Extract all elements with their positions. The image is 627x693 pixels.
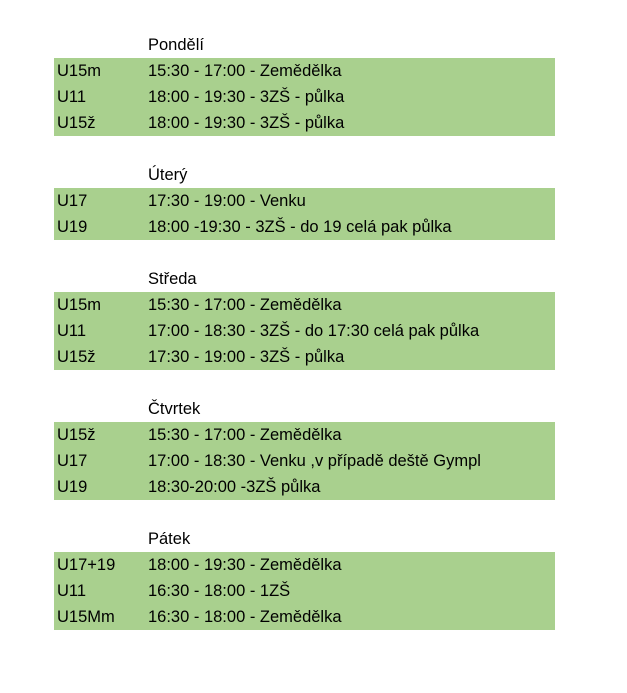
session-cell: 17:30 - 19:00 - Venku <box>148 192 306 210</box>
session-cell: 15:30 - 17:00 - Zemědělka <box>148 62 342 80</box>
table-row <box>54 214 555 240</box>
session-cell: 18:00 - 19:30 - Zemědělka <box>148 556 342 574</box>
table-row <box>54 84 555 110</box>
day-title: Pondělí <box>148 36 204 54</box>
table-row <box>54 58 555 84</box>
day-section-ctvrtek <box>54 396 555 500</box>
team-cell: U15ž <box>57 114 96 132</box>
session-cell: 15:30 - 17:00 - Zemědělka <box>148 296 342 314</box>
table-row <box>54 292 555 318</box>
table-row <box>54 604 555 630</box>
team-cell: U11 <box>57 582 87 600</box>
table-row <box>54 578 555 604</box>
day-section-streda <box>54 266 555 370</box>
team-cell: U15ž <box>57 426 96 444</box>
day-title: Úterý <box>148 166 188 184</box>
session-cell: 18:00 - 19:30 - 3ZŠ - půlka <box>148 88 345 106</box>
team-cell: U15m <box>57 296 102 314</box>
team-cell: U15Mm <box>57 608 115 626</box>
session-cell: 17:00 - 18:30 - 3ZŠ - do 17:30 celá pak půlka <box>148 322 480 340</box>
day-title: Pátek <box>148 530 191 548</box>
day-rows <box>54 188 555 240</box>
day-section-patek <box>54 526 555 630</box>
team-cell: U11 <box>57 88 87 106</box>
day-rows <box>54 422 555 500</box>
team-cell: U19 <box>57 218 88 236</box>
table-row <box>54 552 555 578</box>
session-cell: 16:30 - 18:00 - Zemědělka <box>148 608 342 626</box>
session-cell: 15:30 - 17:00 - Zemědělka <box>148 426 342 444</box>
team-cell: U19 <box>57 478 88 496</box>
table-row <box>54 422 555 448</box>
table-row <box>54 110 555 136</box>
table-row <box>54 448 555 474</box>
day-title: Středa <box>148 270 197 288</box>
session-cell: 17:30 - 19:00 - 3ZŠ - půlka <box>148 348 345 366</box>
session-cell: 18:00 -19:30 - 3ZŠ - do 19 celá pak půlka <box>148 218 452 236</box>
team-cell: U11 <box>57 322 87 340</box>
team-cell: U17 <box>57 192 88 210</box>
day-rows <box>54 58 555 136</box>
team-cell: U15m <box>57 62 102 80</box>
session-cell: 16:30 - 18:00 - 1ZŠ <box>148 582 291 600</box>
day-section-pondeli <box>54 32 555 136</box>
session-cell: 17:00 - 18:30 - Venku ,v případě deště Gympl <box>148 452 481 470</box>
team-cell: U15ž <box>57 348 96 366</box>
day-rows <box>54 552 555 630</box>
table-row <box>54 344 555 370</box>
team-cell: U17 <box>57 452 88 470</box>
session-cell: 18:00 - 19:30 - 3ZŠ - půlka <box>148 114 345 132</box>
day-rows <box>54 292 555 370</box>
table-row <box>54 318 555 344</box>
team-cell: U17+19 <box>57 556 116 574</box>
table-row <box>54 474 555 500</box>
session-cell: 18:30-20:00 -3ZŠ půlka <box>148 478 321 496</box>
table-row <box>54 188 555 214</box>
day-title: Čtvrtek <box>148 400 201 418</box>
day-section-utery <box>54 162 555 240</box>
